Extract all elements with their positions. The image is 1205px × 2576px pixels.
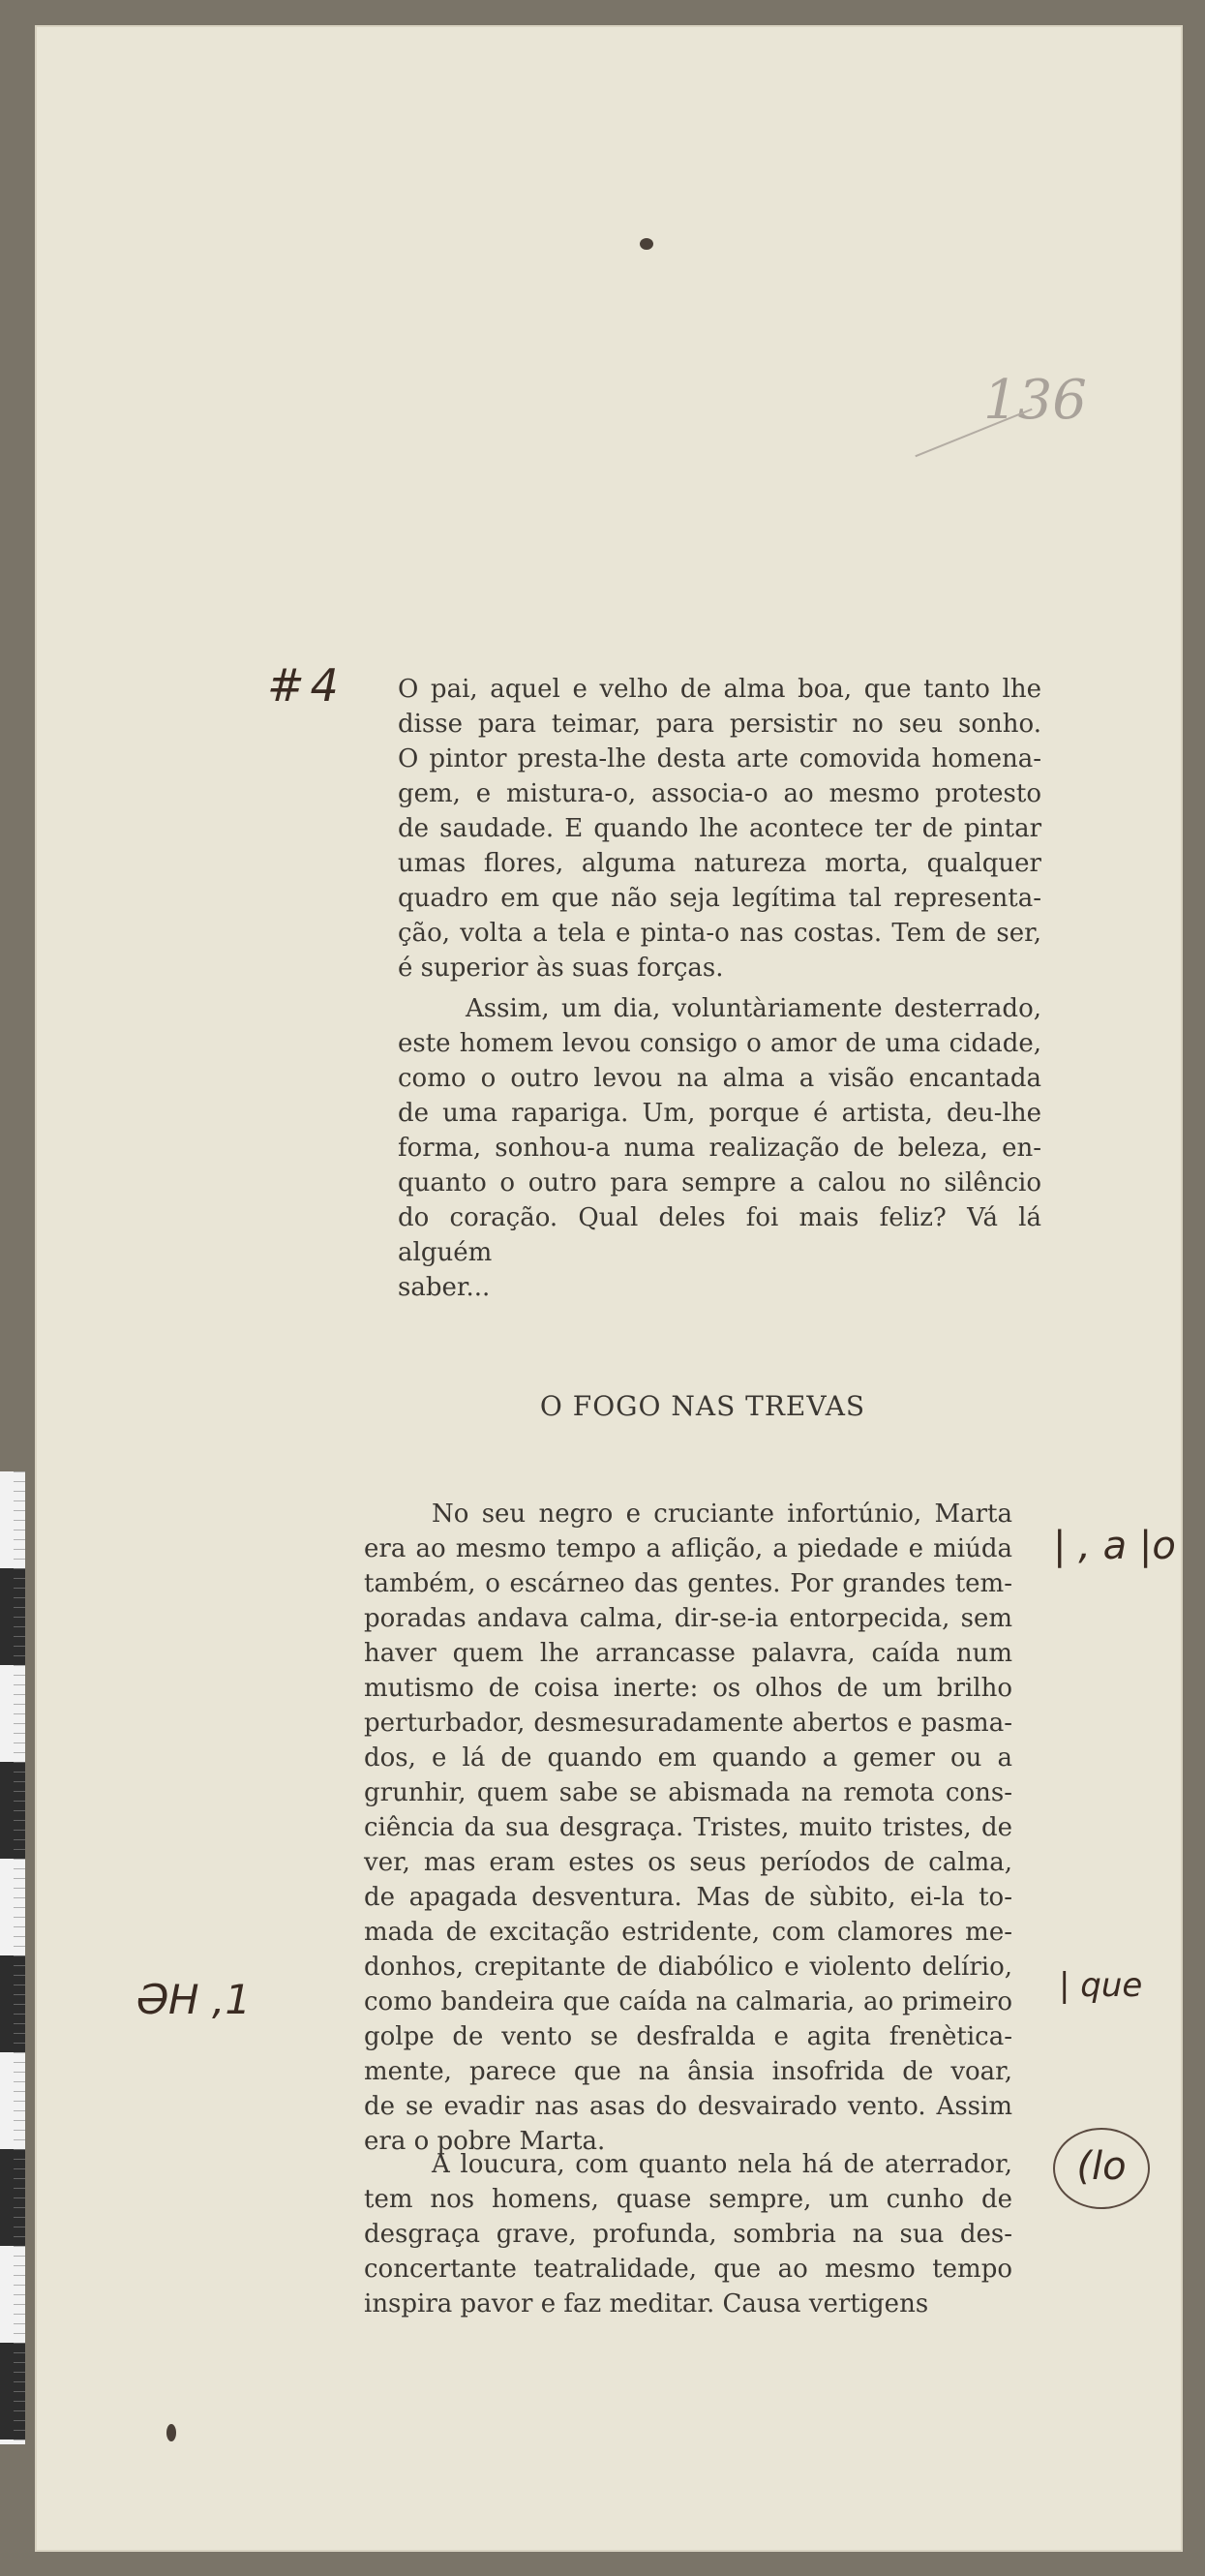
text-line: como o outro levou na alma a visão encantada: [398, 1064, 1041, 1093]
text-line: quanto o outro para sempre a calou no silêncio: [398, 1168, 1041, 1197]
text-line: como bandeira que caída na calmaria, ao primeiro: [364, 1987, 1012, 2016]
margin-note-right-lower: (lo: [1053, 2128, 1150, 2209]
margin-note-right-middle: | que: [1059, 1966, 1143, 2005]
section-mark: #4: [267, 659, 345, 712]
paragraph-3: [364, 1497, 1012, 2159]
manuscript-page: [35, 25, 1183, 2552]
text-line: do coração. Qual deles foi mais feliz? Vá lá alguém: [398, 1203, 1041, 1267]
text-line: gem, e mistura-o, associa-o ao mesmo protesto: [398, 779, 1041, 808]
ink-speck: [166, 2424, 176, 2441]
text-line: mutismo de coisa inerte: os olhos de um brilho: [364, 1674, 1012, 1703]
text-line: de se evadir nas asas do desvairado vento. Assim: [364, 2092, 1012, 2121]
text-line: poradas andava calma, dir-se-ia entorpecida, sem: [364, 1604, 1012, 1633]
text-line: também, o escárneo das gentes. Por grandes tem-: [364, 1569, 1012, 1598]
text-line: era o pobre Marta.: [364, 2127, 606, 2156]
text-line: mente, parece que na ânsia insofrida de voar,: [364, 2057, 1012, 2086]
text-line: O pai, aquel e velho de alma boa, que tanto lhe: [398, 675, 1041, 704]
page-number: 136: [983, 369, 1087, 432]
text-line: A loucura, com quanto nela há de aterrador,: [432, 2150, 1012, 2179]
scale-ruler: [0, 1471, 25, 2444]
text-line: era ao mesmo tempo a aflição, a piedade e miúda: [364, 1534, 1012, 1563]
text-line: este homem levou consigo o amor de uma cidade,: [398, 1029, 1041, 1058]
text-line: ciência da sua desgraça. Tristes, muito tristes, de: [364, 1813, 1012, 1842]
text-line: golpe de vento se desfralda e agita frenètica-: [364, 2022, 1012, 2051]
text-line: de uma rapariga. Um, porque é artista, deu-lhe: [398, 1099, 1041, 1128]
ruler-ticks: [14, 1471, 25, 2444]
text-line: ção, volta a tela e pinta-o nas costas. Tem de ser,: [398, 919, 1041, 948]
text-line: de saudade. E quando lhe acontece ter de pintar: [398, 814, 1041, 843]
text-line: umas flores, alguma natureza morta, qualquer: [398, 849, 1041, 878]
paragraph-2: [398, 991, 1041, 1305]
page-number-stroke: [915, 409, 1032, 458]
text-line: saber...: [398, 1273, 491, 1302]
text-line: grunhir, quem sabe se abismada na remota cons-: [364, 1778, 1012, 1807]
text-line: perturbador, desmesuradamente abertos e pasma-: [364, 1709, 1012, 1738]
text-line: é superior às suas forças.: [398, 954, 724, 983]
text-line: No seu negro e cruciante infortúnio, Marta: [432, 1500, 1012, 1529]
text-line: de apagada desventura. Mas de sùbito, ei-la to-: [364, 1883, 1012, 1912]
text-line: haver quem lhe arrancasse palavra, caída num: [364, 1639, 1012, 1668]
text-line: ver, mas eram estes os seus períodos de calma,: [364, 1848, 1012, 1877]
text-line: dos, e lá de quando em quando a gemer ou a: [364, 1743, 1012, 1773]
text-line: tem nos homens, quase sempre, um cunho de: [364, 2185, 1012, 2214]
text-line: O pintor presta-lhe desta arte comovida homena-: [398, 744, 1041, 773]
margin-note-right-upper: | , a |o: [1053, 1524, 1176, 1568]
text-line: quadro em que não seja legítima tal representa-: [398, 884, 1041, 913]
paragraph-4: [364, 2147, 1012, 2321]
paragraph-1: [398, 672, 1041, 985]
text-line: disse para teimar, para persistir no seu sonho.: [398, 710, 1041, 739]
text-line: Assim, um dia, voluntàriamente desterrado,: [466, 994, 1041, 1023]
text-line: donhos, crepitante de diabólico e violento delírio,: [364, 1953, 1012, 1982]
margin-note-left: ƏH ,1: [136, 1976, 252, 2023]
chapter-title: O FOGO NAS TREVAS: [539, 1390, 866, 1422]
text-line: mada de excitação estridente, com clamores me-: [364, 1918, 1012, 1947]
text-line: forma, sonhou-a numa realização de beleza, en-: [398, 1134, 1041, 1163]
ink-speck: [640, 238, 653, 250]
text-line: desgraça grave, profunda, sombria na sua des-: [364, 2220, 1012, 2249]
text-line: concertante teatralidade, que ao mesmo tempo: [364, 2255, 1012, 2284]
text-line: inspira pavor e faz meditar. Causa vertigens: [364, 2289, 929, 2318]
